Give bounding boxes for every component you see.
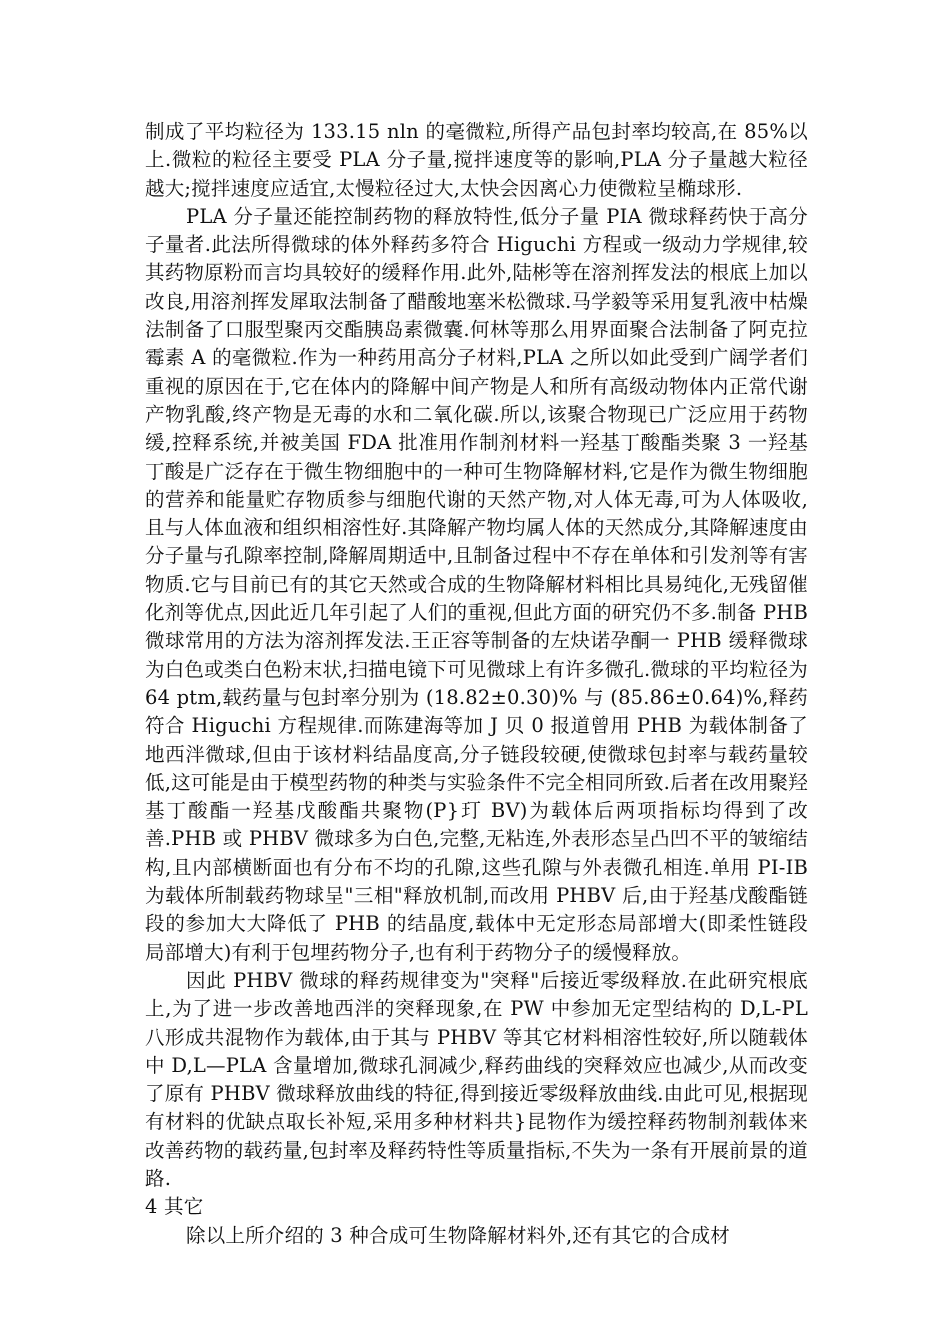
- paragraph-other-materials: 除以上所介绍的 3 种合成可生物降解材料外,还有其它的合成材: [186, 1223, 731, 1247]
- section-heading: 4 其它: [145, 1195, 204, 1219]
- paragraph-phbv-release: 因此 PHBV 微球的释药规律变为"突释"后接近零级释放.在此研究根底上,为了进一步改善地西泮的突释现象,在 PW 中参加无定型结构的 D,L-PL 八形成共混物作为载体,由于其与 PHBV 等其它材料相溶性较好,所以随载体中 D,L—PLA 含量增加,微球孔洞减少,释药曲线的突释效应也减少,从而改变了原有 PHBV 微球释放曲线的特征,得到接近零级释放曲线.由此可见,根据现有材料的优缺点取长补短,采用多种材料共}昆物作为缓控释药物制剂载体来改善药物的载药量,包封率及释药特性等质量指标,不失为一条有开展前景的道路.: [145, 968, 808, 1190]
- paragraph-pla-particle-size: 制成了平均粒径为 133.15 nln 的毫微粒,所得产品包封率均较高,在 85%以上.微粒的粒径主要受 PLA 分子量,搅拌速度等的影响,PLA 分子量越大粒径越大;搅拌速度应适宜,太慢粒径过大,太快会因离心力使微粒呈椭球形.: [145, 120, 808, 200]
- document-page: [145, 118, 808, 1250]
- paragraph-pla-release: PLA 分子量还能控制药物的释放特性,低分子量 PIA 微球释药快于高分子量者.此法所得微球的体外释药多符合 Higuchi 方程或一级动力学规律,较其药物原粉而言均具较好的缓释作用.此外,陆彬等在溶剂挥发法的根底上加以改良,用溶剂挥发犀取法制备了醋酸地塞米松微球.马学毅等采用复乳液中枯燥法制备了口服型聚丙交酯胰岛素微囊.何林等那么用界面聚合法制备了阿克拉霉素 A 的毫微粒.作为一种药用高分子材料,PLA 之所以如此受到广阔学者们重视的原因在于,它在体内的降解中间产物是人和所有高级动物体内正常代谢产物乳酸,终产物是无毒的水和二氧化碳.所以,该聚合物现已广泛应用于药物缓,控释系统,并被美国 FDA 批准用作制剂材料一羟基丁酸酯类聚 3 一羟基丁酸是广泛存在于微生物细胞中的一种可生物降解材料,它是作为微生物细胞的营养和能量贮存物质参与细胞代谢的天然产物,对人体无毒,可为人体吸收,且与人体血液和组织相溶性好.其降解产物均属人体的天然成分,其降解速度由分子量与孔隙率控制,降解周期适中,且制备过程中不存在单体和引发剂等有害物质.它与目前已有的其它天然或合成的生物降解材料相比具易纯化,无残留催化剂等优点,因此近几年引起了人们的重视,但此方面的研究仍不多.制备 PHB 微球常用的方法为溶剂挥发法.王正容等制备的左炔诺孕酮一 PHB 缓释微球为白色或类白色粉末状,扫描电镜下可见微球上有许多微孔.微球的平均粒径为 64 ptm,载药量与包封率分别为 (18.82±0.30)% 与 (85.86±0.64)%,释药符合 Higuchi 方程规律.而陈建海等加 J 贝 0 报道曾用 PHB 为载体制备了地西泮微球,但由于该材料结晶度高,分子链段较硬,使微球包封率与载药量较低,这可能是由于模型药物的种类与实验条件不完全相同所致.后者在改用聚羟基丁酸酯一羟基戊酸酯共聚物(P}玎 BV)为载体后两项指标均得到了改善.PHB 或 PHBV 微球多为白色,完整,无粘连,外表形态呈凸凹不平的皱缩结构,且内部横断面也有分布不均的孔隙,这些孔隙与外表微孔相连.单用 PI-IB 为载体所制载药物球呈"三相"释放机制,而改用 PHBV 后,由于羟基戊酸酯链段的参加大大降低了 PHB 的结晶度,载体中无定形态局部增大(即柔性链段局部增大)有利于包埋药物分子,也有利于药物分子的缓慢释放。: [145, 204, 808, 964]
